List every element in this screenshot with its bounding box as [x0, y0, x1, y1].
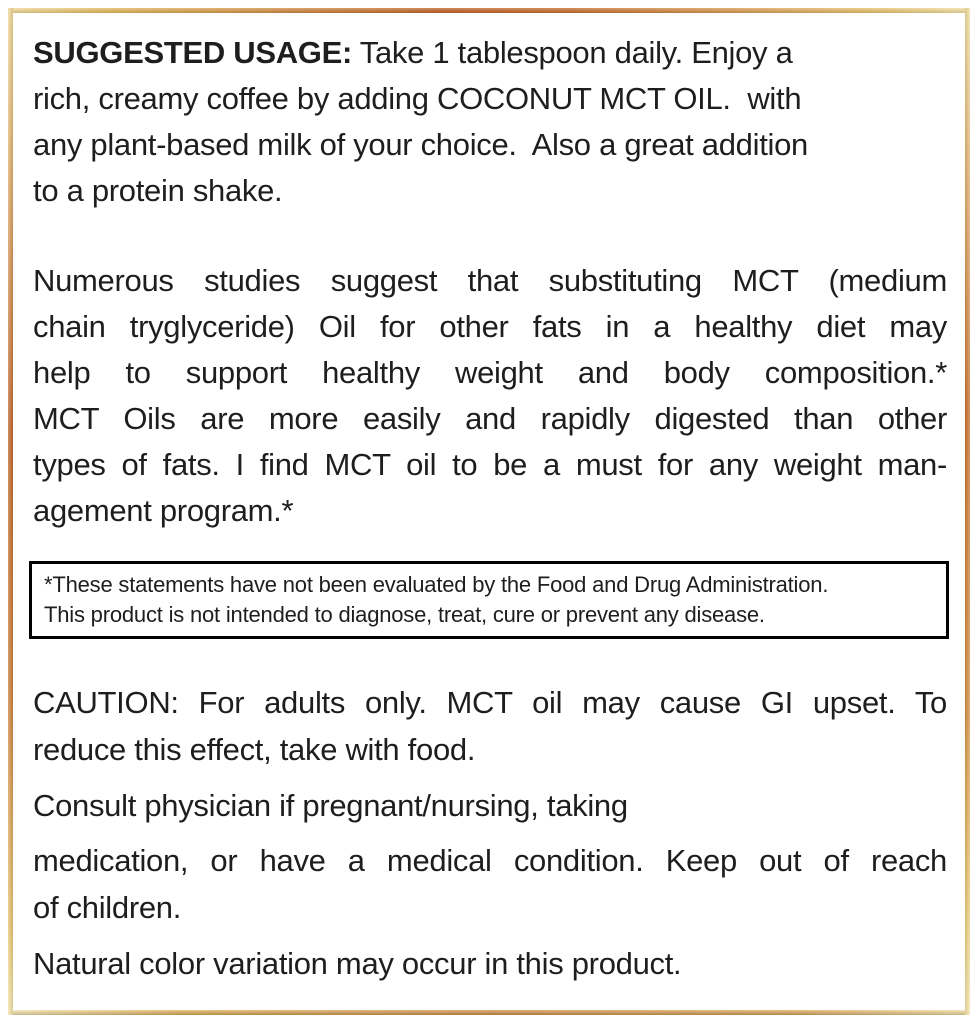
- usage-line-1: [33, 30, 947, 76]
- caution-line-5: of children.: [33, 890, 182, 925]
- usage-line-1-text: Take 1 tablespoon daily. Enjoy a: [352, 35, 793, 70]
- caution-line-6: Natural color variation may occur in this product.: [33, 946, 682, 981]
- caution-paragraph: [33, 679, 947, 773]
- fda-disclaimer-box: [29, 561, 949, 639]
- caution-line-4: medication, or have a medical condition. Keep out of reach: [33, 843, 947, 878]
- suggested-usage-paragraph: [33, 30, 947, 214]
- mct-studies-paragraph: [33, 258, 947, 534]
- caution-line-3: Consult physician if pregnant/nursing, taking: [33, 788, 628, 823]
- frame-border-top: [8, 8, 970, 13]
- studies-line-4: MCT Oils are more easily and rapidly digested than other: [33, 401, 947, 436]
- medication-warning-paragraph: [33, 837, 947, 931]
- studies-line-2: chain tryglyceride) Oil for other fats in a healthy diet may: [33, 309, 947, 344]
- usage-line-3: any plant-based milk of your choice. Also a great addition: [33, 127, 808, 162]
- usage-line-4: to a protein shake.: [33, 173, 283, 208]
- frame-border-left: [8, 8, 13, 1015]
- frame-border-bottom: [8, 1010, 970, 1015]
- disclaimer-line-1: *These statements have not been evaluated by the Food and Drug Administration.: [44, 572, 829, 597]
- studies-line-1: Numerous studies suggest that substituting MCT (medium: [33, 263, 947, 298]
- caution-line-2: reduce this effect, take with food.: [33, 732, 476, 767]
- studies-line-3: help to support healthy weight and body composition.*: [33, 355, 947, 390]
- natural-color-variation-line: [33, 940, 947, 987]
- disclaimer-line-2: This product is not intended to diagnose, treat, cure or prevent any disease.: [44, 602, 765, 627]
- studies-line-6: agement program.*: [33, 493, 294, 528]
- suggested-usage-heading: SUGGESTED USAGE:: [33, 35, 353, 70]
- studies-line-5: types of fats. I find MCT oil to be a must for any weight man-: [33, 447, 947, 482]
- caution-line-1: CAUTION: For adults only. MCT oil may cause GI upset. To: [33, 685, 947, 720]
- usage-line-2: rich, creamy coffee by adding COCONUT MCT OIL. with: [33, 81, 802, 116]
- frame-border-right: [965, 8, 970, 1015]
- label-content: [33, 30, 947, 987]
- consult-physician-line: [33, 782, 947, 829]
